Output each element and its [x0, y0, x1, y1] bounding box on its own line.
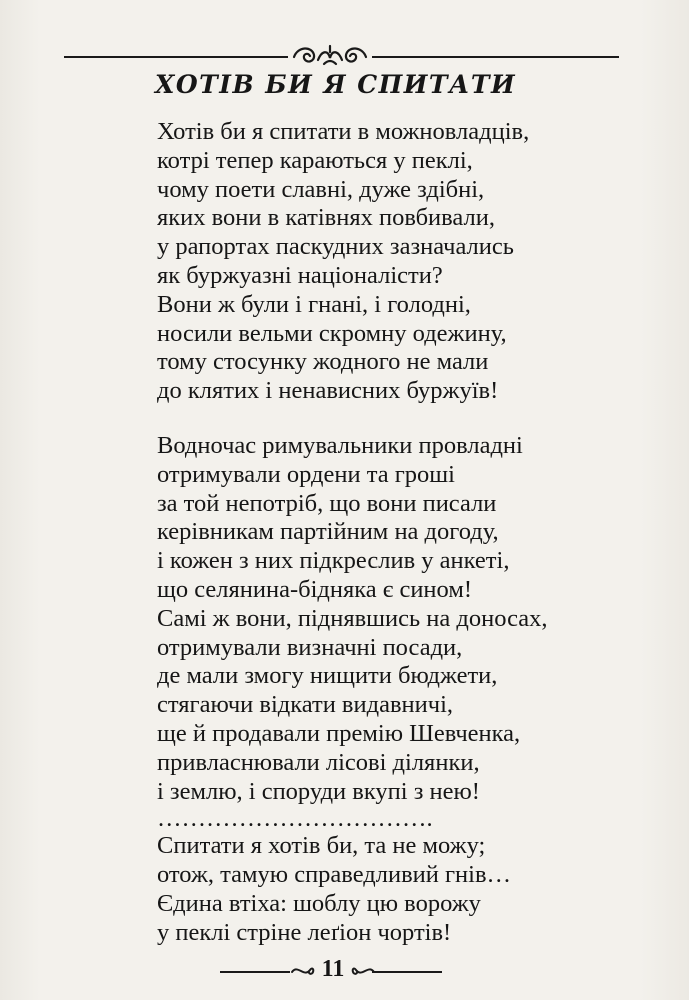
poem-line: отримували ордени та гроші	[157, 460, 455, 488]
footer-rule-right	[372, 971, 442, 973]
poem-line: і землю, і споруди вкупі з нею!	[157, 777, 480, 805]
poem-line: Самі ж вони, піднявшись на доносах,	[157, 604, 548, 632]
poem-line: за той непотріб, що вони писали	[157, 489, 497, 517]
poem-line: до клятих і ненависних буржуїв!	[157, 377, 499, 405]
poem-line: чому поети славні, дуже здібні,	[157, 175, 485, 203]
stanza-3	[157, 832, 637, 947]
poem-line: Вони ж були і гнані, і голодні,	[157, 290, 471, 318]
header-ornament-icon	[288, 38, 372, 74]
poem-line: стягаючи відкати видавничі,	[157, 691, 453, 719]
poem-line: де мали змогу нищити бюджети,	[157, 662, 498, 690]
poem-title: ХОТІВ БИ Я СПИТАТИ	[155, 70, 517, 99]
poem-line: отримували визначні посади,	[157, 633, 463, 661]
poem-line: носили вельми скромну одежину,	[157, 319, 507, 347]
stanza-gap	[157, 406, 637, 432]
poem-line: Хотів би я спитати в можновладців,	[157, 118, 530, 145]
page-number: 11	[321, 956, 345, 982]
footer-rule-left	[220, 971, 290, 973]
poem-line: тому стосунку жодного не мали	[157, 348, 489, 376]
poem-line: у рапортах паскудних зазначались	[157, 233, 514, 261]
header-rule-right	[372, 56, 619, 58]
poem-line: у пеклі стріне леґіон чортів!	[157, 918, 452, 946]
header-rule-left	[64, 56, 288, 58]
poem-line: ще й продавали премію Шевченка,	[157, 719, 521, 747]
poem-body	[157, 118, 637, 948]
poem-line: привласнювали лісові ділянки,	[157, 748, 480, 776]
poem-line: як буржуазні націоналісти?	[157, 261, 443, 289]
poem-line: Спитати я хотів би, та не можу;	[157, 832, 486, 860]
poem-line: Водночас римувальники провладні	[157, 431, 523, 459]
stanza-1	[157, 118, 637, 406]
poem-line: що селянина-бідняка є сином!	[157, 575, 472, 603]
poem-line: керівникам партійним на догоду,	[157, 518, 499, 546]
poem-line: отож, тамую справедливий гнів…	[157, 861, 512, 889]
poem-line: котрі тепер караються у пеклі,	[157, 146, 473, 174]
ellipsis-line: …………………………….	[157, 805, 433, 833]
poem-line: і кожен з них підкреслив у анкеті,	[157, 547, 510, 575]
poem-line: Єдина втіха: шоблу цю ворожу	[157, 889, 481, 917]
poem-line: яких вони в катівнях повбивали,	[157, 204, 495, 232]
footer-flourish-left-icon	[290, 962, 316, 980]
stanza-2	[157, 432, 637, 832]
